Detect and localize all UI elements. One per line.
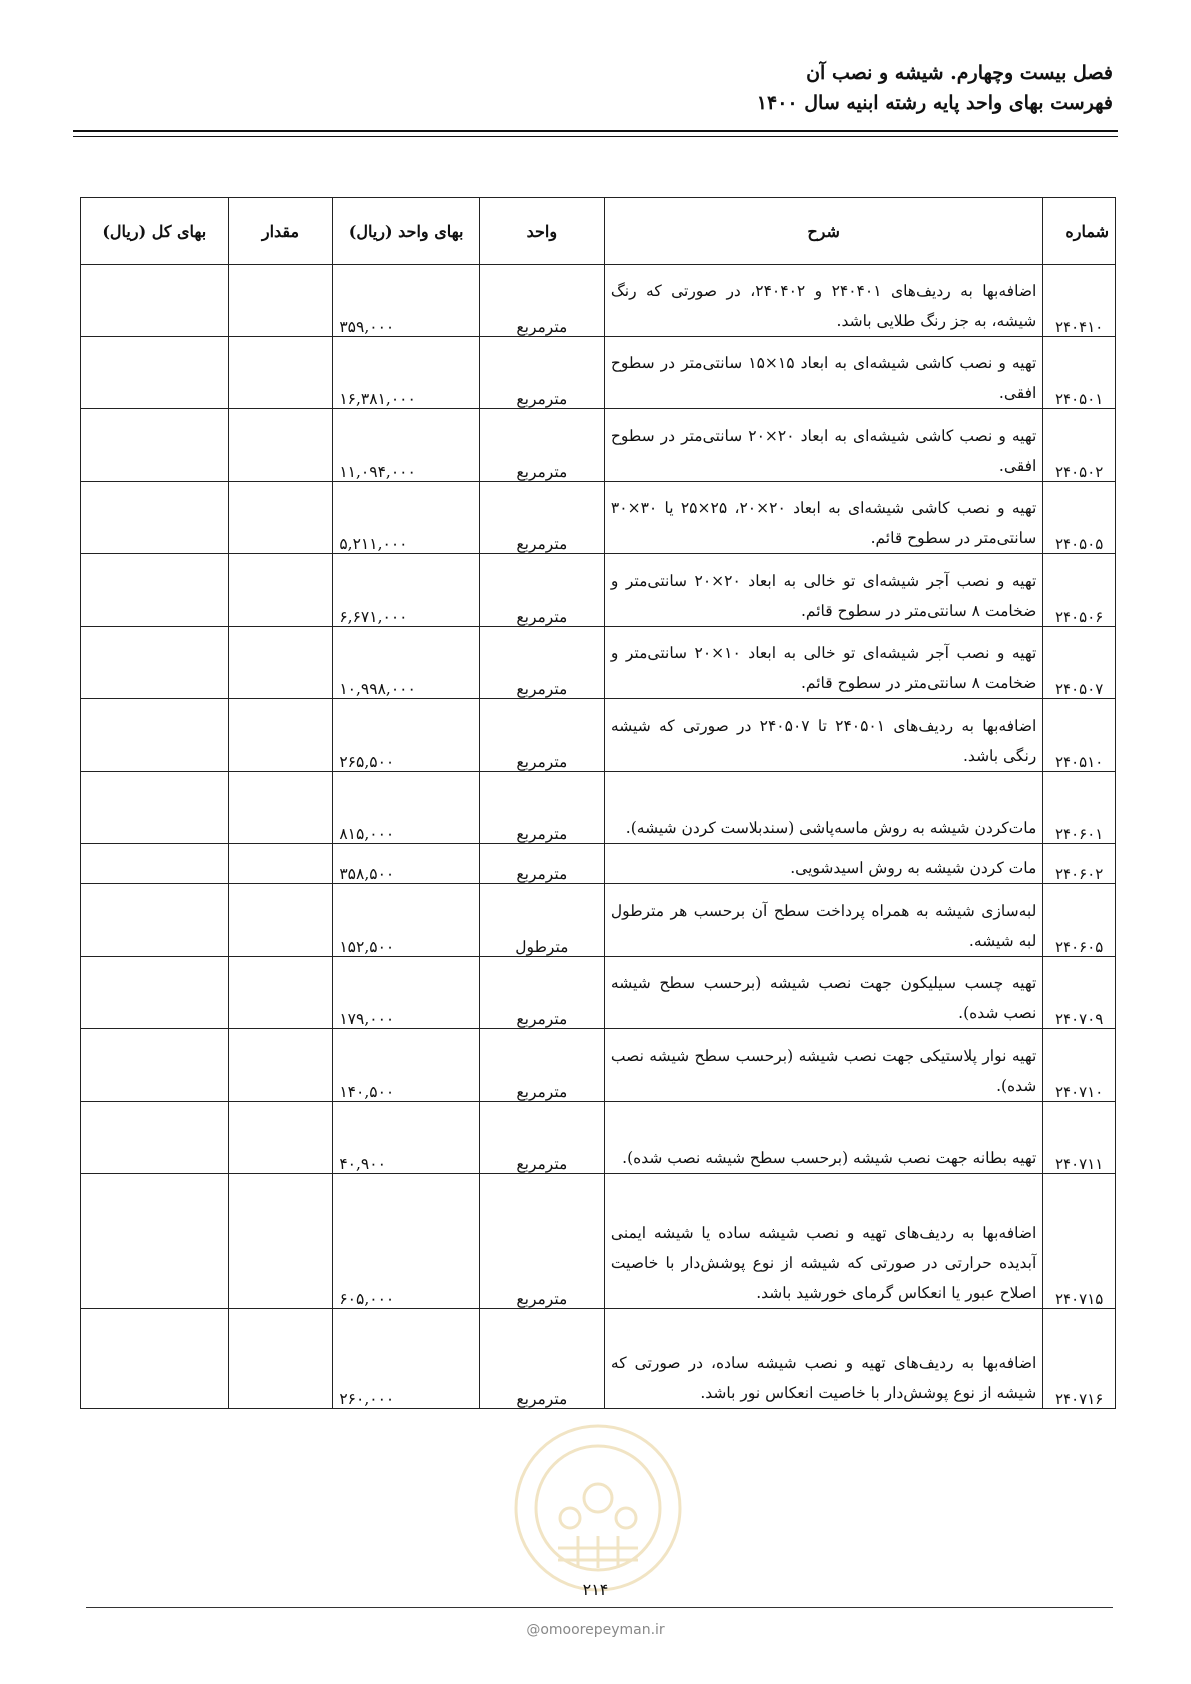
item-description: مات‌کردن شیشه به روش ماسه‌پاشی (سندبلاست کردن شیشه). <box>604 772 1042 844</box>
document-subtitle: فهرست بهای واحد پایه رشته ابنیه سال ۱۴۰۰ <box>756 92 1113 114</box>
item-unit-price: ۲۶۵,۵۰۰ <box>333 699 479 772</box>
item-total-price <box>81 627 229 699</box>
item-description: تهیه و نصب کاشی شیشه‌ای به ابعاد ۲۰×۲۰، ۲۵×۲۵ یا ۳۰×۳۰ سانتی‌متر در سطوح قائم. <box>604 482 1042 554</box>
footer-rule <box>86 1607 1113 1608</box>
table-header-row <box>81 198 1116 265</box>
table-row <box>81 772 1116 844</box>
table-row <box>81 1174 1116 1309</box>
item-total-price <box>81 482 229 554</box>
item-unit-price: ۱۴۰,۵۰۰ <box>333 1029 479 1102</box>
item-unit: مترمربع <box>479 1174 604 1309</box>
header-unit: واحد <box>479 198 604 265</box>
item-total-price <box>81 1309 229 1409</box>
item-unit: مترمربع <box>479 409 604 482</box>
table-row <box>81 627 1116 699</box>
table-row <box>81 265 1116 337</box>
item-code: ۲۴۰۴۱۰ <box>1043 265 1116 337</box>
item-total-price <box>81 1029 229 1102</box>
item-total-price <box>81 409 229 482</box>
item-total-price <box>81 1174 229 1309</box>
item-unit: مترمربع <box>479 482 604 554</box>
page-header <box>78 58 1113 118</box>
item-quantity <box>228 884 333 957</box>
table-row <box>81 1102 1116 1174</box>
table-row <box>81 884 1116 957</box>
item-description: تهیه و نصب آجر شیشه‌ای تو خالی به ابعاد ۲۰×۲۰ سانتی‌متر و ضخامت ۸ سانتی‌متر در سطوح قائم. <box>604 554 1042 627</box>
table-row <box>81 409 1116 482</box>
item-total-price <box>81 772 229 844</box>
item-unit-price: ۱۶,۳۸۱,۰۰۰ <box>333 337 479 409</box>
item-unit: مترمربع <box>479 337 604 409</box>
item-description: مات کردن شیشه به روش اسیدشویی. <box>604 844 1042 884</box>
table-row <box>81 1029 1116 1102</box>
item-quantity <box>228 699 333 772</box>
item-description: لبه‌سازی شیشه به همراه پرداخت سطح آن برحسب هر مترطول لبه شیشه. <box>604 884 1042 957</box>
item-code: ۲۴۰۶۰۲ <box>1043 844 1116 884</box>
item-quantity <box>228 409 333 482</box>
item-description: تهیه و نصب کاشی شیشه‌ای به ابعاد ۲۰×۲۰ سانتی‌متر در سطوح افقی. <box>604 409 1042 482</box>
item-quantity <box>228 844 333 884</box>
item-unit: مترمربع <box>479 699 604 772</box>
header-rule-thick <box>73 130 1118 132</box>
item-total-price <box>81 957 229 1029</box>
item-total-price <box>81 554 229 627</box>
item-quantity <box>228 337 333 409</box>
item-code: ۲۴۰۷۱۵ <box>1043 1174 1116 1309</box>
website-watermark: @omoorepeyman.ir <box>526 1622 665 1638</box>
item-code: ۲۴۰۵۰۵ <box>1043 482 1116 554</box>
item-quantity <box>228 1174 333 1309</box>
item-unit: مترمربع <box>479 1309 604 1409</box>
item-code: ۲۴۰۵۰۲ <box>1043 409 1116 482</box>
item-code: ۲۴۰۷۱۶ <box>1043 1309 1116 1409</box>
item-unit-price: ۱۷۹,۰۰۰ <box>333 957 479 1029</box>
item-unit: مترمربع <box>479 772 604 844</box>
header-rule-thin <box>73 136 1118 137</box>
item-unit: مترمربع <box>479 957 604 1029</box>
table-row <box>81 844 1116 884</box>
item-unit: مترمربع <box>479 1029 604 1102</box>
item-description: تهیه و نصب کاشی شیشه‌ای به ابعاد ۱۵×۱۵ سانتی‌متر در سطوح افقی. <box>604 337 1042 409</box>
item-quantity <box>228 627 333 699</box>
item-unit-price: ۱۰,۹۹۸,۰۰۰ <box>333 627 479 699</box>
table-row <box>81 1309 1116 1409</box>
item-code: ۲۴۰۷۰۹ <box>1043 957 1116 1029</box>
item-unit: مترطول <box>479 884 604 957</box>
item-quantity <box>228 554 333 627</box>
item-total-price <box>81 884 229 957</box>
item-unit: مترمربع <box>479 844 604 884</box>
item-unit-price: ۶۰۵,۰۰۰ <box>333 1174 479 1309</box>
item-total-price <box>81 337 229 409</box>
item-description: تهیه چسب سیلیکون جهت نصب شیشه (برحسب سطح شیشه نصب شده). <box>604 957 1042 1029</box>
price-table <box>80 197 1116 1409</box>
item-unit: مترمربع <box>479 627 604 699</box>
chapter-title: فصل بیست وچهارم. شیشه و نصب آن <box>806 62 1113 84</box>
item-unit-price: ۱۵۲,۵۰۰ <box>333 884 479 957</box>
item-unit-price: ۳۵۸,۵۰۰ <box>333 844 479 884</box>
item-unit-price: ۲۶۰,۰۰۰ <box>333 1309 479 1409</box>
item-total-price <box>81 265 229 337</box>
table-row <box>81 482 1116 554</box>
item-description: تهیه نوار پلاستیکی جهت نصب شیشه (برحسب سطح شیشه نصب شده). <box>604 1029 1042 1102</box>
header-total-price: بهای کل (ریال) <box>81 198 229 265</box>
item-unit-price: ۴۰,۹۰۰ <box>333 1102 479 1174</box>
seal-watermark <box>508 1418 688 1598</box>
item-unit: مترمربع <box>479 554 604 627</box>
item-code: ۲۴۰۶۰۱ <box>1043 772 1116 844</box>
header-code: شماره <box>1043 198 1116 265</box>
item-quantity <box>228 1309 333 1409</box>
item-total-price <box>81 1102 229 1174</box>
table-row <box>81 957 1116 1029</box>
header-quantity: مقدار <box>228 198 333 265</box>
item-unit-price: ۵,۲۱۱,۰۰۰ <box>333 482 479 554</box>
item-quantity <box>228 772 333 844</box>
item-code: ۲۴۰۵۱۰ <box>1043 699 1116 772</box>
item-code: ۲۴۰۶۰۵ <box>1043 884 1116 957</box>
item-code: ۲۴۰۵۰۱ <box>1043 337 1116 409</box>
header-unit-price: بهای واحد (ریال) <box>333 198 479 265</box>
item-quantity <box>228 1102 333 1174</box>
table-row <box>81 337 1116 409</box>
table-row <box>81 699 1116 772</box>
item-total-price <box>81 699 229 772</box>
page-number: ۲۱۴ <box>582 1580 609 1599</box>
item-unit-price: ۶,۶۷۱,۰۰۰ <box>333 554 479 627</box>
item-quantity <box>228 265 333 337</box>
item-quantity <box>228 957 333 1029</box>
item-code: ۲۴۰۵۰۶ <box>1043 554 1116 627</box>
item-description: تهیه بطانه جهت نصب شیشه (برحسب سطح شیشه نصب شده). <box>604 1102 1042 1174</box>
item-total-price <box>81 844 229 884</box>
item-code: ۲۴۰۵۰۷ <box>1043 627 1116 699</box>
item-unit: مترمربع <box>479 265 604 337</box>
table-row <box>81 554 1116 627</box>
header-description: شرح <box>604 198 1042 265</box>
item-code: ۲۴۰۷۱۰ <box>1043 1029 1116 1102</box>
item-description: اضافه‌بها به ردیف‌های ۲۴۰۴۰۱ و ۲۴۰۴۰۲، در صورتی که رنگ شیشه، به جز رنگ طلایی باشد. <box>604 265 1042 337</box>
item-unit-price: ۸۱۵,۰۰۰ <box>333 772 479 844</box>
item-quantity <box>228 482 333 554</box>
item-unit: مترمربع <box>479 1102 604 1174</box>
item-unit-price: ۳۵۹,۰۰۰ <box>333 265 479 337</box>
item-description: اضافه‌بها به ردیف‌های تهیه و نصب شیشه ساده، در صورتی که شیشه از نوع پوشش‌دار با خاصیت انعکاس نور باشد. <box>604 1309 1042 1409</box>
item-description: اضافه‌بها به ردیف‌های ۲۴۰۵۰۱ تا ۲۴۰۵۰۷ در صورتی که شیشه رنگی باشد. <box>604 699 1042 772</box>
item-unit-price: ۱۱,۰۹۴,۰۰۰ <box>333 409 479 482</box>
item-description: تهیه و نصب آجر شیشه‌ای تو خالی به ابعاد ۱۰×۲۰ سانتی‌متر و ضخامت ۸ سانتی‌متر در سطوح قائم. <box>604 627 1042 699</box>
item-code: ۲۴۰۷۱۱ <box>1043 1102 1116 1174</box>
item-quantity <box>228 1029 333 1102</box>
item-description: اضافه‌بها به ردیف‌های تهیه و نصب شیشه ساده یا شیشه ایمنی آبدیده حرارتی در صورتی که شیشه از نوع پوشش‌دار با خاصیت اصلاح عبور یا انعکاس گرمای خورشید باشد. <box>604 1174 1042 1309</box>
